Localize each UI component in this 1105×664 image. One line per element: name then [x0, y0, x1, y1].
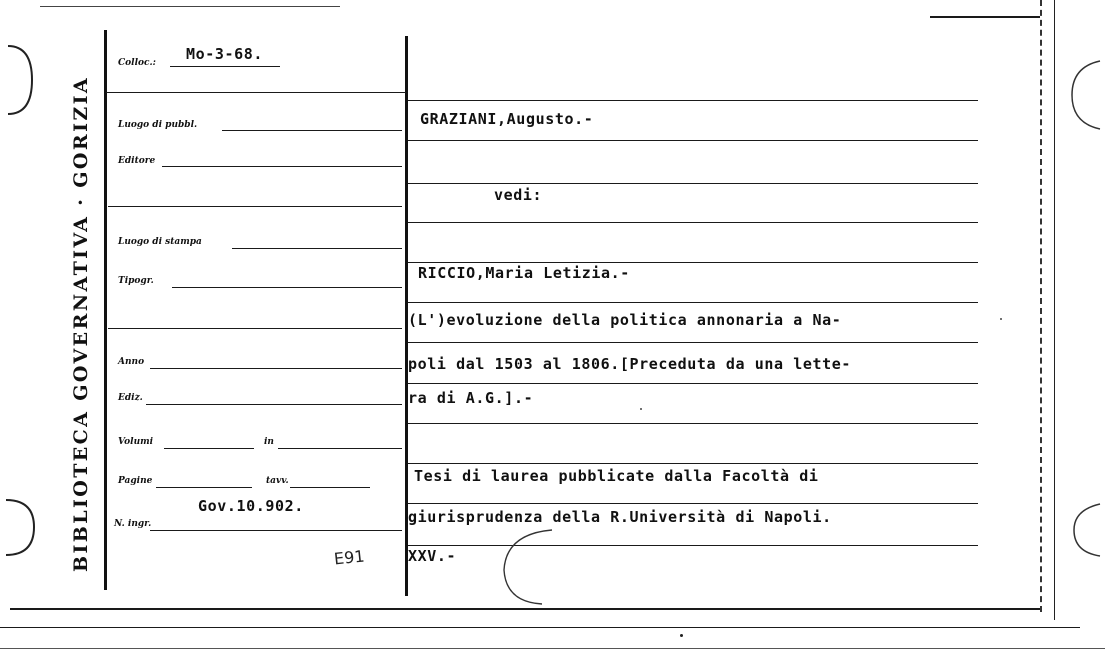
editore-line	[162, 166, 402, 167]
label-volumi: Volumi	[118, 437, 154, 447]
label-editore: Editore	[118, 156, 156, 166]
punch-hole-left-top	[0, 40, 40, 120]
tipografo-line-2	[108, 328, 402, 329]
note-line-2: giurisprudenza della R.Università di Napoli.	[408, 508, 832, 526]
punch-hole-left-bottom	[0, 495, 40, 560]
title-line-1: (L')evoluzione della politica annonaria a Na-	[408, 311, 842, 329]
title-line-2: poli dal 1503 al 1806.[Preceduta da una lette-	[408, 355, 852, 373]
label-pagine: Pagine	[118, 476, 153, 486]
right-rule-5	[408, 262, 978, 263]
see-label: vedi:	[494, 186, 543, 204]
label-in: in	[264, 437, 274, 447]
scan-speck-2	[640, 408, 642, 410]
luogo-stampa-line	[232, 248, 402, 249]
tipografo-line	[172, 287, 402, 288]
right-rule-3	[408, 183, 978, 184]
right-rule-1	[408, 100, 978, 101]
left-vertical-rule	[104, 30, 107, 590]
top-edge-line	[40, 6, 340, 7]
label-anno: Anno	[118, 357, 145, 367]
pagine-line	[156, 487, 252, 488]
right-rule-10	[408, 463, 978, 464]
right-rule-7	[408, 342, 978, 343]
scan-speck-3	[1000, 318, 1002, 320]
card-bottom-line	[10, 608, 1040, 610]
note-line-3: XXV.-	[408, 547, 457, 565]
right-rule-4	[408, 222, 978, 223]
right-rule-8	[408, 383, 978, 384]
faint-circle-mark	[492, 524, 582, 608]
label-collocazione: Colloc.:	[118, 58, 156, 68]
entry-heading: GRAZIANI,Augusto.-	[420, 110, 594, 128]
card-right-edge	[1040, 0, 1042, 612]
entry-author: RICCIO,Maria Letizia.-	[418, 264, 630, 282]
volumi-line	[164, 448, 254, 449]
note-line-1: Tesi di laurea pubblicate dalla Facoltà di	[414, 467, 819, 485]
label-edizione: Ediz.	[118, 393, 143, 403]
card-bottom-line-2	[0, 627, 1080, 628]
header-divider	[106, 92, 406, 93]
right-rule-2	[408, 140, 978, 141]
right-rule-9	[408, 423, 978, 424]
right-rule-11	[408, 503, 978, 504]
editore-line-2	[108, 206, 402, 207]
punch-hole-right-top	[1060, 55, 1105, 135]
card-right-edge-2	[1054, 0, 1055, 620]
tavole-line	[290, 487, 370, 488]
right-rule-6	[408, 302, 978, 303]
library-stamp: BIBLIOTECA GOVERNATIVA · GORIZIA	[70, 75, 92, 572]
top-right-edge-line	[930, 16, 1040, 18]
in-line	[278, 448, 402, 449]
label-luogo-stampa: Luogo di stampa	[118, 237, 202, 247]
handwritten-note: E91	[333, 546, 366, 569]
title-line-3: ra di A.G.].-	[408, 389, 534, 407]
card-bottom-line-3	[0, 648, 1105, 649]
luogo-pubbl-line	[222, 130, 402, 131]
scan-speck	[680, 634, 683, 637]
anno-line	[150, 368, 402, 369]
label-tavole: tavv.	[266, 476, 289, 486]
collocazione-value: Mo-3-68.	[186, 45, 264, 63]
label-numero-ingresso: N. ingr.	[114, 519, 152, 529]
punch-hole-right-bottom	[1060, 500, 1105, 560]
collocazione-line	[170, 66, 280, 67]
edizione-line	[146, 404, 402, 405]
label-tipografo: Tipogr.	[118, 276, 154, 286]
label-luogo-pubbl: Luogo di pubbl.	[118, 120, 198, 130]
numero-ingresso-line	[150, 530, 402, 531]
inventory-value: Gov.10.902.	[198, 497, 304, 515]
